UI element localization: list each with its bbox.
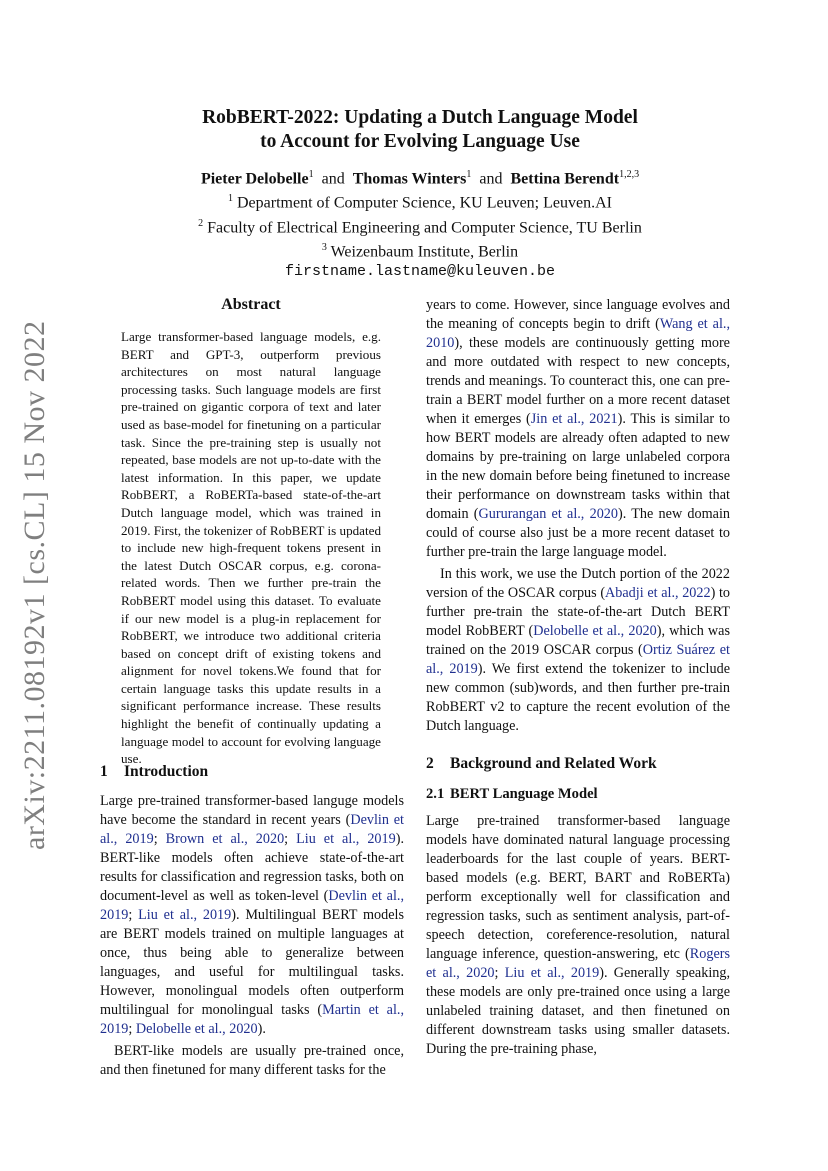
citation-link[interactable]: Liu et al., 2019 <box>504 965 600 981</box>
affiliation-2: $^2$ Faculty of Electrical Engineering and Computer Science, TU Berlin <box>198 217 642 236</box>
citation-link[interactable]: Ortiz Suárez et al., 2019 <box>426 642 730 677</box>
citation-link[interactable]: Delobelle et al., 2020 <box>135 1021 258 1037</box>
author-email: firstname.lastname@kuleuven.be <box>284 263 556 281</box>
citation-link[interactable]: Brown et al., 2020 <box>165 831 285 847</box>
left-column-intro <box>100 762 404 1080</box>
citation-link[interactable]: Delobelle et al., 2020 <box>533 623 657 639</box>
citation-link[interactable]: Jin et al., 2021 <box>530 411 618 427</box>
paper-title <box>120 106 720 154</box>
title-line-1: RobBERT-2022: Updating a Dutch Language Model <box>202 107 638 128</box>
abstract-text: Large transformer-based language models, e.g. BERT and GPT-3, outperform previous architectures on most natural language processing tasks. Such language models are first pre-trained on gigantic corpora of text and later used as base-model for finetuning on a particular task. Since the pre-training step is usually not repeated, base models are not up-to-date with the latest information. In this paper, we update RobBERT, a RoBERTa-based state-of-the-art Dutch language model, which was trained in 2019. First, the tokenizer of RobBERT is updated to include new high-frequent tokens present in the latest Dutch OSCAR corpus, e.g. corona-related words. Then we further pre-train the RobBERT model using this dataset. To evaluate if our new model is a plug-in replacement for RobBERT, we introduce two additional criteria based on concept drift of existing tokens and alignment for novel tokens.We found that for certain language tasks this update results in a significant performance increase. These results highlight the benefit of continually updating a language model to account for evolving language use. <box>121 329 381 767</box>
right-column <box>426 296 730 1059</box>
citation-link[interactable]: Martin et al., 2019 <box>100 1002 404 1037</box>
author-2-sup: 1 <box>466 169 472 180</box>
citation-link[interactable]: Wang et al., 2010 <box>426 316 730 351</box>
section-2-heading: 2 Background and Related Work <box>426 755 657 772</box>
author-names <box>120 165 720 189</box>
citation-link[interactable]: Rogers et al., 2020 <box>426 946 730 981</box>
section-1-heading: 1 Introduction <box>100 763 209 780</box>
right-paragraph-2: In this work, we use the Dutch portion of the 2022 version of the OSCAR corpus (Abadji et al., 2022) to further pre-train the state-of-the-art Dutch BERT model RobBERT (Delobelle et al., 2020), which was trained on the 2019 OSCAR corpus (Ortiz Suárez et al., 2019). We first extend the tokenizer to include new common (sub)words, and then further pre-train RobBERT v2 to capture the recent evolution of the Dutch language. <box>426 566 730 734</box>
author-and-2: and <box>479 170 503 188</box>
right-paragraph-1: years to come. However, since language evolves and the meaning of concepts begin to drift (Wang et al., 2010), these models are continuously getting more and more outdated with respect to new concepts, trends and meanings. To counteract this, one can pre-train a BERT model further on a more recent dataset when it emerges (Jin et al., 2021). This is similar to how BERT models are already often adapted to new domains by pre-training on large unlabeled corpora in the new domain before being finetuned to increase their performance on downstream tasks within that domain (Gururangan et al., 2020). The new domain could of course also just be a more recent dataset to further pre-train the large language model. <box>426 297 730 560</box>
author-and-1: and <box>321 170 345 188</box>
affiliation-3: $^3$ Weizenbaum Institute, Berlin <box>321 241 519 261</box>
citation-link[interactable]: Liu et al., 2019 <box>138 907 232 923</box>
citation-link[interactable]: Liu et al., 2019 <box>296 831 396 847</box>
citation-link[interactable]: Devlin et al., 2019 <box>100 812 404 847</box>
author-1-sup: 1 <box>308 169 314 180</box>
intro-paragraph-1: Large pre-trained transformer-based languge models have become the standard in recent years (Devlin et al., 2019; Brown et al., 2020; Liu et al., 2019). BERT-like models often achieve state-of-the-art results for classification and regression tasks, both on document-level as well as token-level (Devlin et al., 2019; Liu et al., 2019). Multilingual BERT models are BERT models trained on multiple languages at once, thus being able to generalize between languages, and useful for multilingual tasks. However, monolingual models often outperform multilingual for monolingual tasks (Martin et al., 2019; Delobelle et al., 2020). <box>100 793 405 1037</box>
arxiv-identifier: arXiv:2211.08192v1 [cs.CL] 15 Nov 2022 <box>18 320 51 850</box>
author-3: Bettina Berendt <box>510 170 620 188</box>
author-1: Pieter Delobelle <box>200 170 309 188</box>
author-2: Thomas Winters <box>352 170 467 188</box>
abstract-heading: Abstract <box>221 296 281 313</box>
author-block <box>120 165 720 282</box>
title-line-2: to Account for Evolving Language Use <box>260 131 580 152</box>
citation-link[interactable]: Abadji et al., 2022 <box>605 585 711 601</box>
right-paragraph-3: Large pre-trained transformer-based language models have dominated natural language processing leaderboards for the last couple of years. BERT-based models (e.g. BERT, BART and RoBERTa) perform exceptionally well for classification and regression tasks, such as sentiment analysis, part-of-speech detection, coreference-resolution, natural language inference, question-answering, etc (Rogers et al., 2020; Liu et al., 2019). Generally speaking, these models are only pre-trained once using a large unlabeled training dataset, and then finetuned on different downstream tasks using smaller datasets. During the pre-training phase, <box>426 813 730 1057</box>
affiliation-1: $^1$ Department of Computer Science, KU Leuven; Leuven.AI <box>228 193 612 212</box>
intro-paragraph-2: BERT-like models are usually pre-trained once, and then finetuned for many different tasks for the <box>100 1043 404 1078</box>
subsection-2-1-heading: 2.1 BERT Language Model <box>426 786 598 802</box>
author-3-sup: 1,2,3 <box>619 169 640 180</box>
citation-link[interactable]: Gururangan et al., 2020 <box>478 506 618 522</box>
citation-link[interactable]: Devlin et al., 2019 <box>100 888 404 923</box>
